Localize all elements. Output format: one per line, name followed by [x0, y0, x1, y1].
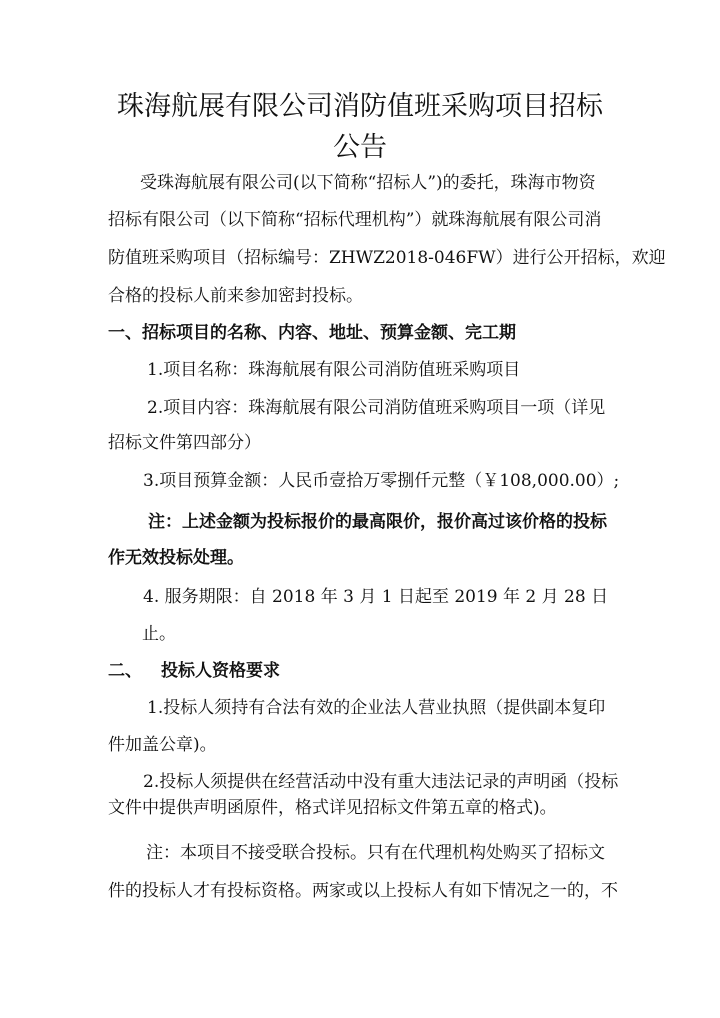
section-1-item-2-line-2: 招标文件第四部分）: [108, 433, 261, 453]
section-1-item-1: 1.项目名称：珠海航展有限公司消防值班采购项目: [147, 360, 521, 380]
section-1-item-4-line-1: 4. 服务期限：自 2018 年 3 月 1 日起至 2019 年 2 月 28 日: [143, 587, 609, 607]
section-2-item-1-line-2: 件加盖公章)。: [108, 735, 217, 755]
section-1-heading: 一、招标项目的名称、内容、地址、预算金额、完工期: [108, 323, 516, 343]
section-1-note-line-1: 注：上述金额为投标报价的最高限价，报价高过该价格的投标: [148, 512, 607, 532]
intro-line-1: 受珠海航展有限公司(以下简称“招标人”)的委托，珠海市物资: [140, 173, 596, 193]
section-1-item-3: 3.项目预算金额：人民币壹拾万零捌仟元整（￥108,000.00）;: [143, 471, 620, 491]
section-2-item-2-line-2: 文件中提供声明函原件，格式详见招标文件第五章的格式)。: [108, 798, 557, 818]
document-title-line-2: 公告: [333, 132, 387, 163]
intro-line-4: 合格的投标人前来参加密封投标。: [108, 286, 363, 306]
section-2-note-line-2: 件的投标人才有投标资格。两家或以上投标人有如下情况之一的，不: [108, 881, 618, 901]
section-1-note-line-2: 作无效投标处理。: [108, 548, 244, 568]
section-2-item-2-line-1: 2.投标人须提供在经营活动中没有重大违法记录的声明函（投标: [143, 772, 619, 792]
section-1-item-4-line-2: 止。: [142, 624, 176, 644]
document-title-line-1: 珠海航展有限公司消防值班采购项目招标: [117, 91, 603, 122]
section-2-item-1-line-1: 1.投标人须持有合法有效的企业法人营业执照（提供副本复印: [147, 698, 606, 718]
section-2-note-line-1: 注：本项目不接受联合投标。只有在代理机构处购买了招标文: [146, 843, 605, 863]
section-1-item-2-line-1: 2.项目内容：珠海航展有限公司消防值班采购项目一项（详见: [147, 398, 606, 418]
intro-line-2: 招标有限公司（以下简称“招标代理机构”）就珠海航展有限公司消: [108, 210, 602, 230]
intro-line-3: 防值班采购项目（招标编号：ZHWZ2018-046FW）进行公开招标，欢迎: [108, 248, 666, 268]
section-2-heading: 投标人资格要求: [161, 661, 280, 681]
section-2-heading-number: 二、: [108, 661, 142, 681]
